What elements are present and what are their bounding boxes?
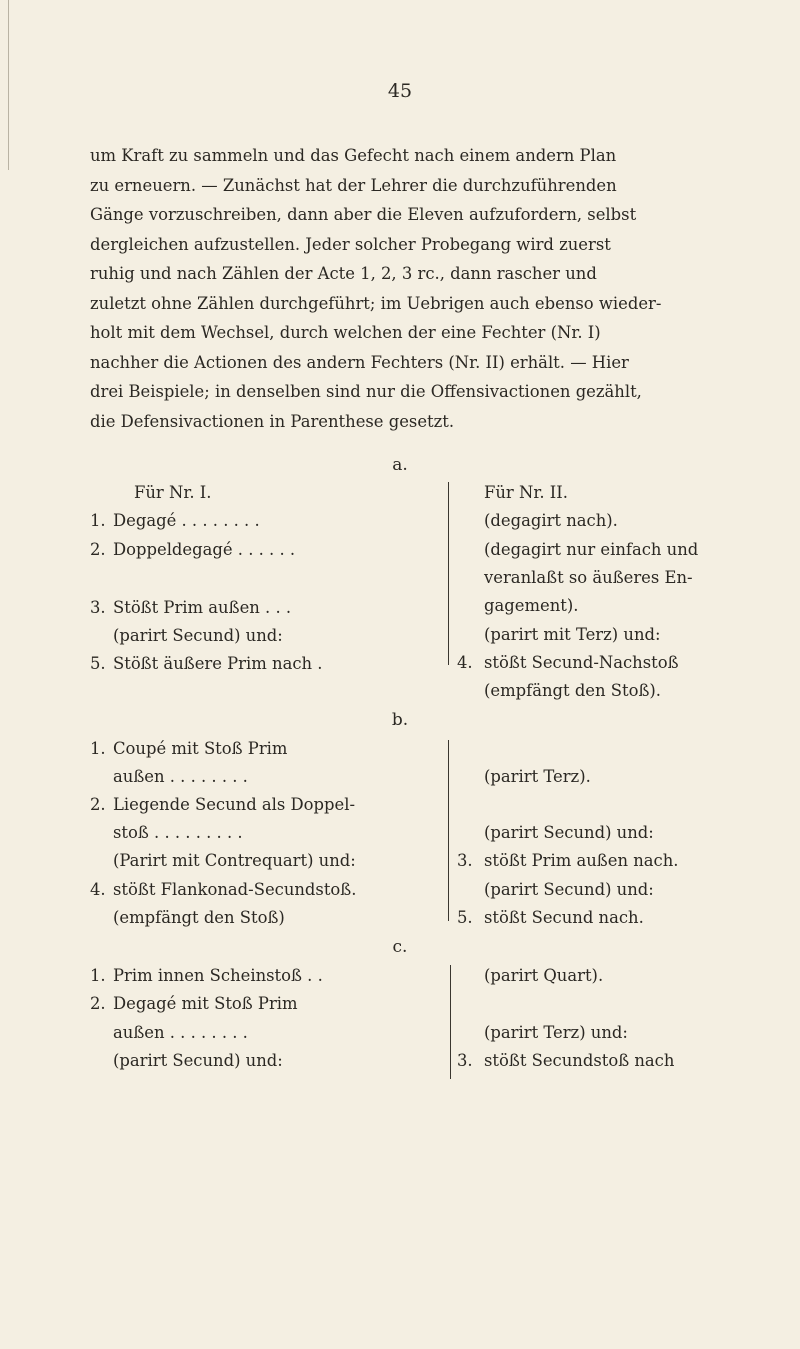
paragraph-line: zuletzt ohne Zählen durchgeführt; im Uebrigen auch ebenso wieder-	[90, 293, 662, 313]
section-b-divider	[448, 740, 449, 921]
entry-text: Coupé mit Stoß Prim	[113, 739, 288, 758]
entry-number: 3.	[90, 598, 106, 617]
section-c-label: c.	[392, 937, 408, 957]
entry-text: (parirt Secund) und:	[484, 880, 654, 899]
entry-text: (parirt mit Terz) und:	[484, 625, 661, 644]
entry-text: (Parirt mit Contrequart) und:	[113, 851, 356, 870]
section-a-left-header: Für Nr. I.	[134, 483, 212, 502]
entry-text: (parirt Terz) und:	[484, 1023, 628, 1042]
page-number: 45	[387, 80, 413, 102]
paragraph-line: ruhig und nach Zählen der Acte 1, 2, 3 rc., dann rascher und	[90, 264, 597, 283]
entry-text: stößt Secundstoß nach	[484, 1051, 675, 1070]
section-a-right-header: Für Nr. II.	[484, 483, 568, 502]
entry-text: stößt Flankonad-Secundstoß.	[113, 880, 357, 899]
paragraph-line: nachher die Actionen des andern Fechters (Nr. II) erhält. — Hier	[90, 352, 629, 372]
entry-text: (parirt Terz).	[484, 767, 591, 786]
body-paragraph	[90, 141, 695, 436]
entry-text: stößt Prim außen nach.	[484, 851, 679, 870]
entry-text: stoß . . . . . . . . .	[113, 823, 243, 842]
section-a-label: a.	[392, 455, 408, 475]
entry-text: (parirt Quart).	[484, 966, 604, 985]
entry-text: Degagé . . . . . . . .	[113, 511, 260, 530]
entry-number: 5.	[457, 908, 473, 927]
entry-text: Liegende Secund als Doppel-	[113, 795, 356, 814]
entry-text: stößt Secund-Nachstoß	[484, 653, 679, 672]
entry-number: 2.	[90, 540, 106, 559]
paragraph-line: drei Beispiele; in denselben sind nur die Offensivactionen gezählt,	[90, 382, 642, 401]
paragraph-line: zu erneuern. — Zunächst hat der Lehrer die durchzuführenden	[90, 175, 617, 195]
entry-text: Degagé mit Stoß Prim	[113, 994, 298, 1013]
entry-text: Doppeldegagé . . . . . .	[113, 540, 296, 559]
entry-number: 1.	[90, 966, 106, 985]
entry-number: 2.	[90, 795, 106, 814]
entry-text: Stößt Prim außen . . .	[113, 598, 292, 617]
entry-text: (empfängt den Stoß)	[113, 908, 285, 927]
entry-text: außen . . . . . . . .	[113, 1023, 248, 1042]
entry-number: 1.	[90, 739, 106, 758]
paragraph-line: um Kraft zu sammeln und das Gefecht nach einem andern Plan	[90, 146, 617, 165]
entry-text: (empfängt den Stoß).	[484, 681, 662, 700]
entry-number: 3.	[457, 851, 473, 870]
entry-text: außen . . . . . . . .	[113, 767, 248, 786]
paragraph-line: die Defensivactionen in Parenthese gesetzt.	[90, 411, 455, 431]
entry-number: 4.	[90, 880, 106, 899]
entry-text: (parirt Secund) und:	[484, 823, 654, 842]
entry-text: (degagirt nach).	[484, 511, 618, 530]
entry-text: Prim innen Scheinstoß . .	[113, 966, 323, 985]
entry-number: 4.	[457, 653, 473, 672]
section-a-divider	[448, 482, 449, 665]
paragraph-line: holt mit dem Wechsel, durch welchen der eine Fechter (Nr. I)	[90, 323, 601, 342]
entry-text: stößt Secund nach.	[484, 908, 644, 927]
section-b-label: b.	[391, 710, 409, 730]
paragraph-line: Gänge vorzuschreiben, dann aber die Eleven aufzufordern, selbst	[90, 205, 637, 224]
section-c-divider	[450, 965, 451, 1079]
entry-number: 1.	[90, 511, 106, 530]
entry-text: (parirt Secund) und:	[113, 626, 283, 645]
entry-number: 2.	[90, 994, 106, 1013]
entry-text: gagement).	[484, 596, 579, 615]
entry-text: (parirt Secund) und:	[113, 1051, 283, 1070]
entry-text: Stößt äußere Prim nach .	[113, 654, 323, 673]
entry-number: 3.	[457, 1051, 473, 1070]
entry-text: veranlaßt so äußeres En-	[484, 568, 693, 587]
entry-text: (degagirt nur einfach und	[484, 540, 699, 559]
paragraph-line: dergleichen aufzustellen. Jeder solcher Probegang wird zuerst	[90, 234, 611, 254]
entry-number: 5.	[90, 654, 106, 673]
